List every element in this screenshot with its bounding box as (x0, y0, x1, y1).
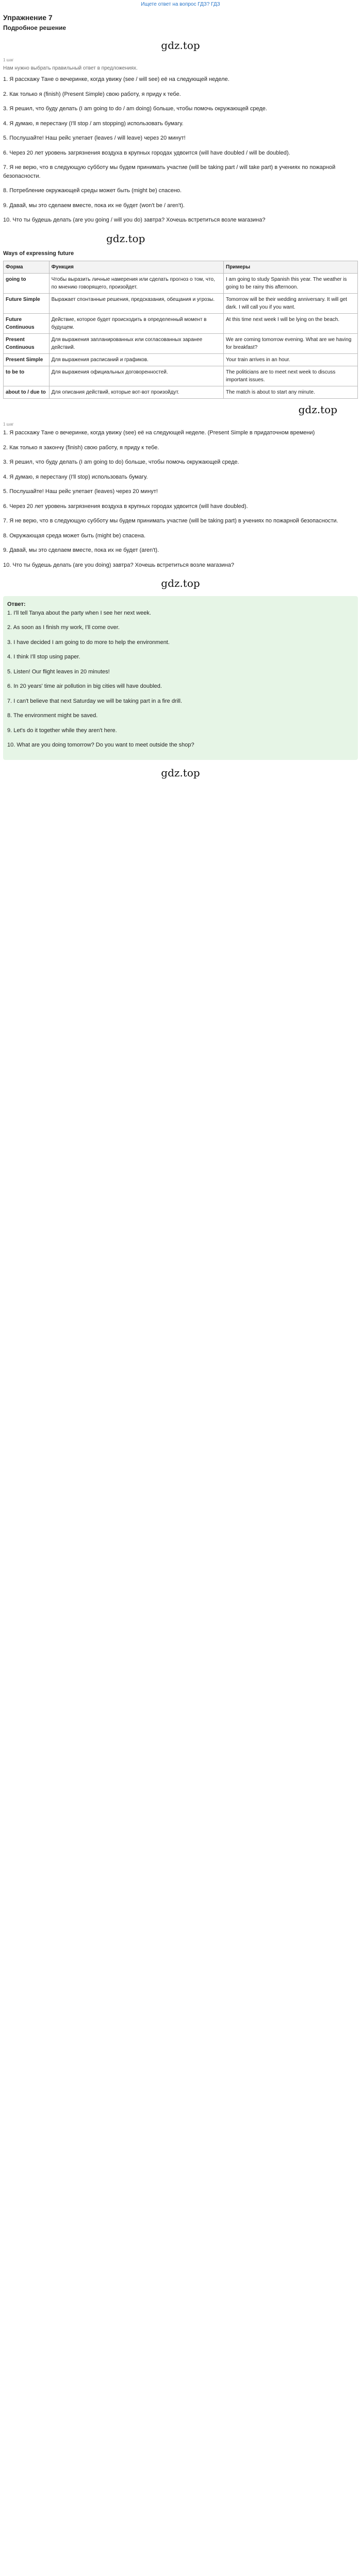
table-cell: Чтобы выразить личные намерения или сделать прогноз о том, что, по мнению говорящего, произойдет. (49, 274, 223, 294)
content (0, 9, 361, 781)
list-item: 8. Потребление окружающей среды может быть (might be) спасено. (3, 188, 182, 194)
table-cell: going to (4, 274, 50, 294)
list-item: 8. Окружающая среда может быть (might be) спасена. (3, 532, 146, 539)
table-cell: Для выражения расписаний и графиков. (49, 354, 223, 366)
watermark: gdz.top (298, 403, 337, 416)
top-banner[interactable]: Ищете ответ на вопрос ГДЗ? ГДЗ (141, 2, 220, 7)
table-row (4, 366, 358, 386)
answer-item: 3. I have decided I am going to do more to help the environment. (7, 639, 170, 646)
table-cell: Действие, которое будет происходить в определенный момент в будущем. (49, 314, 223, 334)
watermark: gdz.top (161, 766, 200, 779)
list-item: 3. Я решил, что буду делать (I am going to do / am doing) больше, чтобы помочь окружающей среде. (3, 106, 267, 112)
table-header: Функция (49, 261, 223, 274)
page-subtitle: Подробное решение (3, 24, 67, 31)
table-cell: Future Simple (4, 294, 50, 314)
list-item: 10. Что ты будешь делать (are you doing) завтра? Хочешь встретиться возле магазина? (3, 562, 234, 568)
table-cell: Future Continuous (4, 314, 50, 334)
table-cell: to be to (4, 366, 50, 386)
explained-list (3, 429, 358, 569)
table-row (4, 314, 358, 334)
table-cell: Tomorrow will be their wedding anniversary. It will get dark. I will call you if you want. (224, 294, 358, 314)
step-tag: 1 шаг (3, 422, 14, 427)
table-row (4, 386, 358, 399)
answer-item: 9. Let's do it together while they aren't here. (7, 727, 117, 734)
table-cell: We are coming tomorrow evening. What are we having for breakfast? (224, 334, 358, 354)
answer-item: 6. In 20 years' time air pollution in big cities will have doubled. (7, 683, 162, 689)
list-item: 3. Я решил, что буду делать (I am going to do) больше, чтобы помочь окружающей среде. (3, 459, 239, 465)
answer-item: 4. I think I'll stop using paper. (7, 654, 80, 660)
list-item: 6. Через 20 лет уровень загрязнения воздуха в крупных городах удвоится (will have doubled). (3, 503, 248, 510)
exercise-list (3, 75, 358, 225)
answer-title: Ответ: (7, 601, 26, 607)
answer-item: 1. I'll tell Tanya about the party when I see her next week. (7, 609, 151, 616)
watermark: gdz.top (161, 39, 200, 52)
list-item: 7. Я не верю, что в следующую субботу мы будем принимать участие (will be taking part) в учениях по пожарной безопасности. (3, 518, 338, 524)
list-item: 5. Послушайте! Наш рейс улетает (leaves) через 20 минут! (3, 488, 158, 495)
list-item: 2. Как только я (finish) (Present Simple) свою работу, я приду к тебе. (3, 91, 181, 97)
table-row (4, 334, 358, 354)
list-item: 4. Я думаю, я перестану (I'll stop) использовать бумагу. (3, 473, 148, 480)
table-cell: Для описания действий, которые вот-вот произойдут. (49, 386, 223, 399)
list-item: 9. Давай, мы это сделаем вместе, пока их не будет (aren't). (3, 547, 159, 553)
table-cell: I am going to study Spanish this year. The weather is going to be rainy this afternoon. (224, 274, 358, 294)
table-cell: Выражает спонтанные решения, предсказания, обещания и угрозы. (49, 294, 223, 314)
table-cell: Для выражения официальных договоренностей. (49, 366, 223, 386)
answer-item: 10. What are you doing tomorrow? Do you want to meet outside the shop? (7, 742, 194, 748)
table-cell: At this time next week I will be lying on the beach. (224, 314, 358, 334)
table-header: Форма (4, 261, 50, 274)
table-cell: Present Continuous (4, 334, 50, 354)
watermark: gdz.top (161, 577, 200, 589)
watermark: gdz.top (106, 232, 145, 245)
list-item: 10. Что ты будешь делать (are you going / will you do) завтра? Хочешь встретиться возле магазина? (3, 217, 266, 223)
answer-item: 5. Listen! Our flight leaves in 20 minutes! (7, 668, 110, 675)
answer-item: 2. As soon as I finish my work, I'll come over. (7, 624, 120, 631)
table-cell: Present Simple (4, 354, 50, 366)
list-item: 4. Я думаю, я перестану (I'll stop / am stopping) использовать бумагу. (3, 120, 184, 127)
answer-item: 7. I can't believe that next Saturday we will be taking part in a fire drill. (7, 698, 182, 704)
step-tag: 1 шаг (3, 58, 14, 62)
future-forms-table (3, 261, 358, 399)
table-row (4, 274, 358, 294)
intro-text: Нам нужно выбрать правильный ответ в предложениях. (3, 65, 138, 71)
list-item: 2. Как только я закончу (finish) свою работу, я приду к тебе. (3, 444, 159, 451)
table-row (4, 294, 358, 314)
table-title: Ways of expressing future (3, 250, 74, 257)
answer-item: 8. The environment might be saved. (7, 713, 98, 719)
list-item: 9. Давай, мы это сделаем вместе, пока их не будет (won't be / aren't). (3, 202, 185, 209)
list-item: 1. Я расскажу Тане о вечеринке, когда увижу (see / will see) её на следующей неделе. (3, 76, 229, 82)
table-header-row (4, 261, 358, 274)
list-item: 6. Через 20 лет уровень загрязнения воздуха в крупных городах удвоится (will have doubled / will be doubled). (3, 149, 290, 156)
table-cell: Your train arrives in an hour. (224, 354, 358, 366)
table-cell: The match is about to start any minute. (224, 386, 358, 399)
table-cell: Для выражения запланированных или согласованных заранее действий. (49, 334, 223, 354)
list-item: 7. Я не верю, что в следующую субботу мы будем принимать участие (will be taking part / will take part) в учениях по пожарной безопасности. (3, 164, 336, 179)
list-item: 5. Послушайте! Наш рейс улетает (leaves / will leave) через 20 минут! (3, 135, 186, 141)
table-row (4, 354, 358, 366)
answer-box (3, 596, 358, 760)
list-item: 1. Я расскажу Тане о вечеринке, когда увижу (see) её на следующей неделе. (Present Simple в придаточном времени) (3, 430, 315, 436)
table-cell: about to / due to (4, 386, 50, 399)
table-cell: The politicians are to meet next week to discuss important issues. (224, 366, 358, 386)
table-header: Примеры (224, 261, 358, 274)
page-title: Упражнение 7 (3, 13, 53, 22)
